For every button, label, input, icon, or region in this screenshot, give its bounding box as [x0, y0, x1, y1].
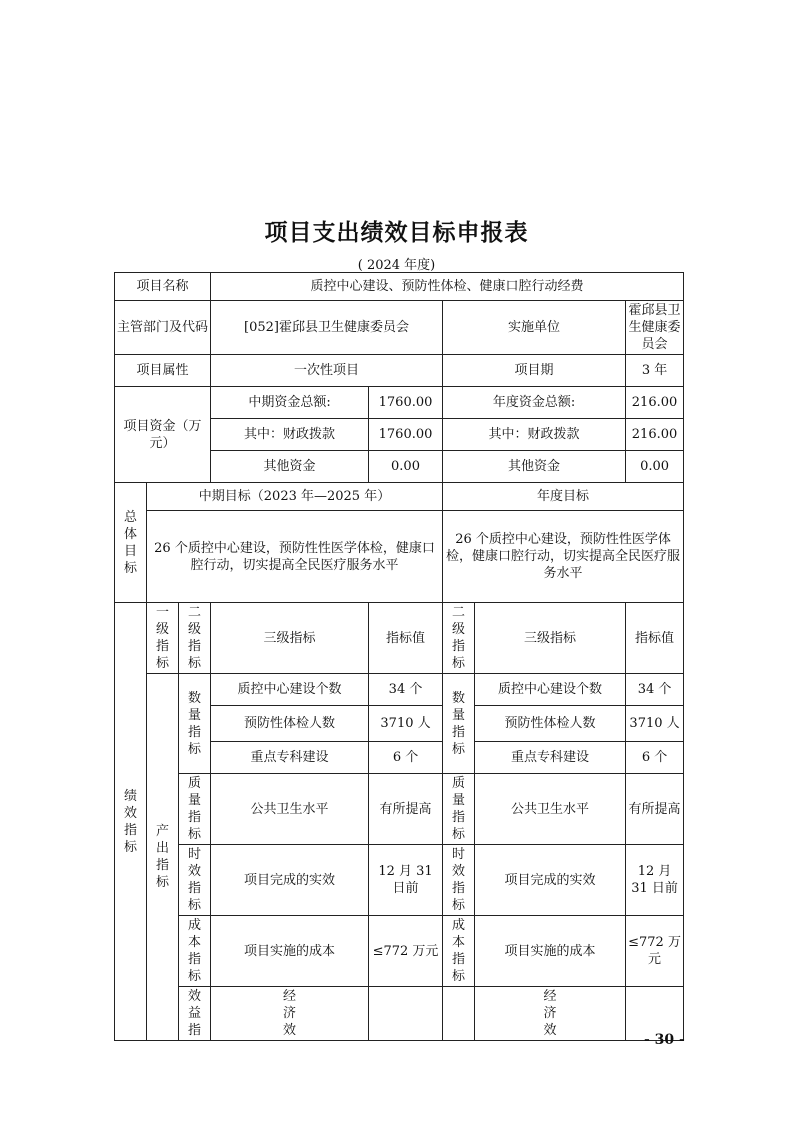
- indicator-name: 预防性体检人数: [211, 706, 369, 742]
- overall-goal-label: 总体目标: [115, 483, 147, 603]
- year-line: ( 2024 年度): [357, 258, 436, 273]
- project-attribute-value: 一次性项目: [211, 355, 443, 387]
- indicator-name-year: 质控中心建设个数: [475, 674, 626, 706]
- quality-label-year: 质量指标: [443, 774, 475, 845]
- project-period-label: 项目期: [443, 355, 626, 387]
- indicator-name: 公共卫生水平: [211, 774, 369, 845]
- indicator-name-year: 项目完成的实效: [475, 845, 626, 916]
- indicator-value-mid: ≤772 万元: [369, 916, 443, 987]
- indicator-value-mid: 6 个: [369, 742, 443, 774]
- implementing-unit-label: 实施单位: [443, 301, 626, 355]
- year-fiscal-label: 其中：财政拨款: [443, 419, 626, 451]
- benefit-indicator-label: 效益指: [179, 987, 211, 1041]
- quantity-label-mid: 数量指标: [179, 674, 211, 774]
- economic-label-year: 经济效: [475, 987, 626, 1041]
- project-name-label: 项目名称: [115, 273, 211, 301]
- timeliness-label-mid: 时效指标: [179, 845, 211, 916]
- indicator-value-year: 12 月 31 日前: [626, 845, 684, 916]
- year-other-label: 其他资金: [443, 451, 626, 483]
- indicator-value-year: ≤772 万元: [626, 916, 684, 987]
- indicator-value-mid: 12 月 31 日前: [369, 845, 443, 916]
- project-name-value: 质控中心建设、预防性体检、健康口腔行动经费: [211, 273, 684, 301]
- indicator-value-mid: 3710 人: [369, 706, 443, 742]
- department-label: 主管部门及代码: [115, 301, 211, 355]
- indicator-name: 项目实施的成本: [211, 916, 369, 987]
- indicator-value-year: 6 个: [626, 742, 684, 774]
- indicator-value-mid: 34 个: [369, 674, 443, 706]
- year-total-value: 216.00: [626, 387, 684, 419]
- indicator-name-year: 项目实施的成本: [475, 916, 626, 987]
- cost-label-mid: 成本指标: [179, 916, 211, 987]
- empty-cell: [369, 987, 443, 1041]
- mid-other-value: 0.00: [369, 451, 443, 483]
- department-value: [052]霍邱县卫生健康委员会: [211, 301, 443, 355]
- economic-label-mid: 经济效: [211, 987, 369, 1041]
- mid-total-label: 中期资金总额:: [211, 387, 369, 419]
- year-goal-text: 26 个质控中心建设，预防性性医学体检，健康口腔行动，切实提高全民医疗服务水平: [443, 511, 684, 603]
- indicator-name: 质控中心建设个数: [211, 674, 369, 706]
- level2-header-year: 二级指标: [443, 603, 475, 674]
- empty-cell: [443, 987, 475, 1041]
- project-period-value: 3 年: [626, 355, 684, 387]
- indicator-value-mid: 有所提高: [369, 774, 443, 845]
- indicator-name-year: 预防性体检人数: [475, 706, 626, 742]
- timeliness-label-year: 时效指标: [443, 845, 475, 916]
- performance-indicator-label: 绩效指标: [115, 603, 147, 1041]
- quantity-label-year: 数量指标: [443, 674, 475, 774]
- year-fiscal-value: 216.00: [626, 419, 684, 451]
- performance-form-table: [114, 272, 684, 1041]
- mid-goal-text: 26 个质控中心建设，预防性性医学体检，健康口腔行动，切实提高全民医疗服务水平: [147, 511, 443, 603]
- page-title: 项目支出绩效目标申报表: [264, 219, 529, 246]
- level1-header: 一级指标: [147, 603, 179, 674]
- cost-label-year: 成本指标: [443, 916, 475, 987]
- project-attribute-label: 项目属性: [115, 355, 211, 387]
- level3-header-year: 三级指标: [475, 603, 626, 674]
- implementing-unit-value: 霍邱县卫生健康委员会: [626, 301, 684, 355]
- mid-goal-header: 中期目标（2023 年—2025 年）: [147, 483, 443, 511]
- indicator-value-year: 有所提高: [626, 774, 684, 845]
- indicator-value-year: 34 个: [626, 674, 684, 706]
- output-indicator-label: 产出指标: [147, 674, 179, 1041]
- year-other-value: 0.00: [626, 451, 684, 483]
- mid-fiscal-value: 1760.00: [369, 419, 443, 451]
- value-header-mid: 指标值: [369, 603, 443, 674]
- year-total-label: 年度资金总额:: [443, 387, 626, 419]
- level3-header-mid: 三级指标: [211, 603, 369, 674]
- indicator-name-year: 公共卫生水平: [475, 774, 626, 845]
- mid-total-value: 1760.00: [369, 387, 443, 419]
- indicator-name: 重点专科建设: [211, 742, 369, 774]
- year-goal-header: 年度目标: [443, 483, 684, 511]
- funds-label: 项目资金（万元）: [115, 387, 211, 483]
- quality-label-mid: 质量指标: [179, 774, 211, 845]
- indicator-name-year: 重点专科建设: [475, 742, 626, 774]
- mid-other-label: 其他资金: [211, 451, 369, 483]
- level2-header-mid: 二级指标: [179, 603, 211, 674]
- indicator-name: 项目完成的实效: [211, 845, 369, 916]
- mid-fiscal-label: 其中：财政拨款: [211, 419, 369, 451]
- page-number: - 30 -: [644, 1032, 685, 1048]
- indicator-value-year: 3710 人: [626, 706, 684, 742]
- value-header-year: 指标值: [626, 603, 684, 674]
